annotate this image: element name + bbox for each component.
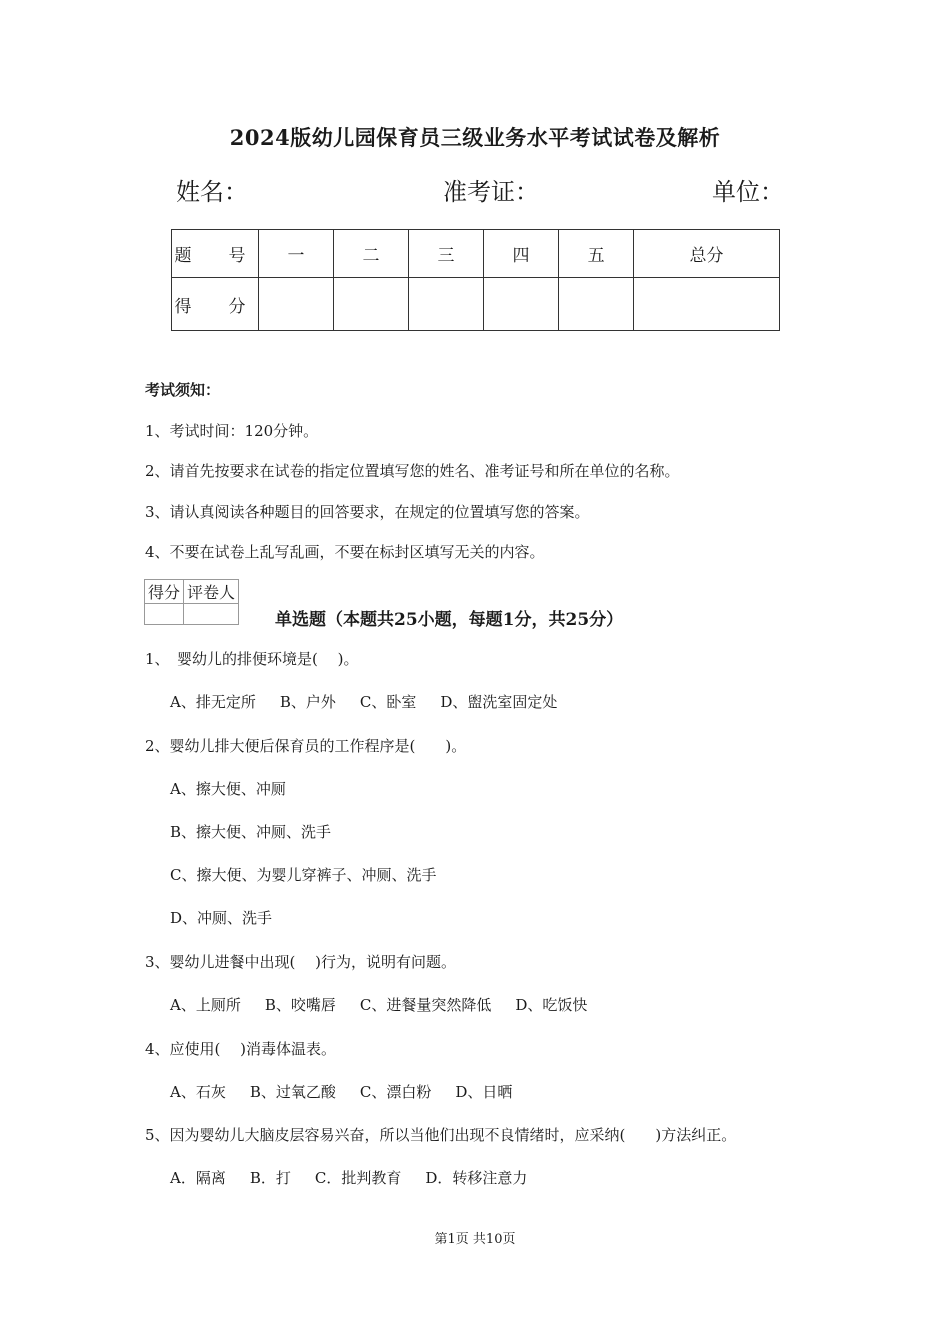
option[interactable]: B、咬嘴唇 xyxy=(264,996,336,1014)
option[interactable]: A．隔离 xyxy=(170,1169,226,1187)
option[interactable]: C、漂白粉 xyxy=(359,1083,432,1101)
option[interactable]: D、冲厕、洗手 xyxy=(170,909,273,927)
notice-item: 3、请认真阅读各种题目的回答要求，在规定的位置填写您的答案。 xyxy=(145,503,590,521)
score-table xyxy=(171,229,780,331)
unit-field-label: 单位： xyxy=(712,178,784,206)
notice-heading: 考试须知： xyxy=(145,381,221,399)
section-1-header: 一 xyxy=(259,230,334,278)
question-3: 3、婴幼儿进餐中出现( )行为，说明有问题。 xyxy=(145,953,457,971)
option[interactable]: A、排无定所 xyxy=(170,693,256,711)
question-number-label: 题 号 xyxy=(172,230,259,278)
score-cell[interactable] xyxy=(259,278,334,331)
exam-id-field-label: 准考证： xyxy=(443,178,539,206)
question-4-options xyxy=(170,1081,536,1102)
question-3-options xyxy=(170,994,611,1015)
option[interactable]: C、卧室 xyxy=(359,693,417,711)
question-1: 1、 婴幼儿的排便环境是( )。 xyxy=(145,650,359,668)
score-table-score-row xyxy=(172,278,780,331)
score-cell[interactable] xyxy=(484,278,559,331)
notice-item: 2、请首先按要求在试卷的指定位置填写您的姓名、准考证号和所在单位的名称。 xyxy=(145,462,680,480)
score-cell[interactable] xyxy=(409,278,484,331)
grader-name-label: 评卷人 xyxy=(184,580,239,604)
question-5: 5、因为婴幼儿大脑皮层容易兴奋，所以当他们出现不良情绪时，应采纳( )方法纠正。 xyxy=(145,1126,737,1144)
option[interactable]: D、盥洗室固定处 xyxy=(440,693,558,711)
option[interactable]: B、擦大便、冲厕、洗手 xyxy=(170,823,332,841)
section-title: 单选题（本题共25小题，每题1分，共25分） xyxy=(275,610,624,630)
option[interactable]: D、日晒 xyxy=(455,1083,513,1101)
section-3-header: 三 xyxy=(409,230,484,278)
option[interactable]: D．转移注意力 xyxy=(425,1169,528,1187)
total-header: 总分 xyxy=(634,230,780,278)
page-title: 2024版幼儿园保育员三级业务水平考试试卷及解析 xyxy=(229,125,721,150)
section-2-header: 二 xyxy=(334,230,409,278)
option[interactable]: A、石灰 xyxy=(170,1083,226,1101)
option[interactable]: A、擦大便、冲厕 xyxy=(170,780,286,798)
option[interactable]: C、进餐量突然降低 xyxy=(359,996,492,1014)
option[interactable]: B．打 xyxy=(249,1169,291,1187)
name-field-label: 姓名： xyxy=(176,178,248,206)
option[interactable]: B、户外 xyxy=(279,693,336,711)
notice-item: 4、不要在试卷上乱写乱画，不要在标封区填写无关的内容。 xyxy=(145,543,545,561)
grader-name-cell[interactable] xyxy=(184,604,239,625)
notice-item: 1、考试时间：120分钟。 xyxy=(145,422,319,440)
section-5-header: 五 xyxy=(559,230,634,278)
option[interactable]: C．批判教育 xyxy=(314,1169,402,1187)
question-4: 4、应使用( )消毒体温表。 xyxy=(145,1040,337,1058)
score-row-label: 得 分 xyxy=(172,278,259,331)
score-table-header-row xyxy=(172,230,780,278)
grader-score-label: 得分 xyxy=(145,580,184,604)
grader-box xyxy=(144,579,239,625)
question-2: 2、婴幼儿排大便后保育员的工作程序是( )。 xyxy=(145,737,467,755)
option[interactable]: C、擦大便、为婴儿穿裤子、冲厕、洗手 xyxy=(170,866,437,884)
score-cell[interactable] xyxy=(559,278,634,331)
page-footer: 第1页 共10页 xyxy=(434,1232,516,1247)
question-1-options xyxy=(170,691,581,712)
grader-score-cell[interactable] xyxy=(145,604,184,625)
option[interactable]: D、吃饭快 xyxy=(515,996,588,1014)
option[interactable]: B、过氧乙酸 xyxy=(249,1083,336,1101)
section-4-header: 四 xyxy=(484,230,559,278)
option[interactable]: A、上厕所 xyxy=(170,996,241,1014)
score-cell[interactable] xyxy=(634,278,780,331)
score-cell[interactable] xyxy=(334,278,409,331)
question-5-options xyxy=(170,1167,551,1188)
